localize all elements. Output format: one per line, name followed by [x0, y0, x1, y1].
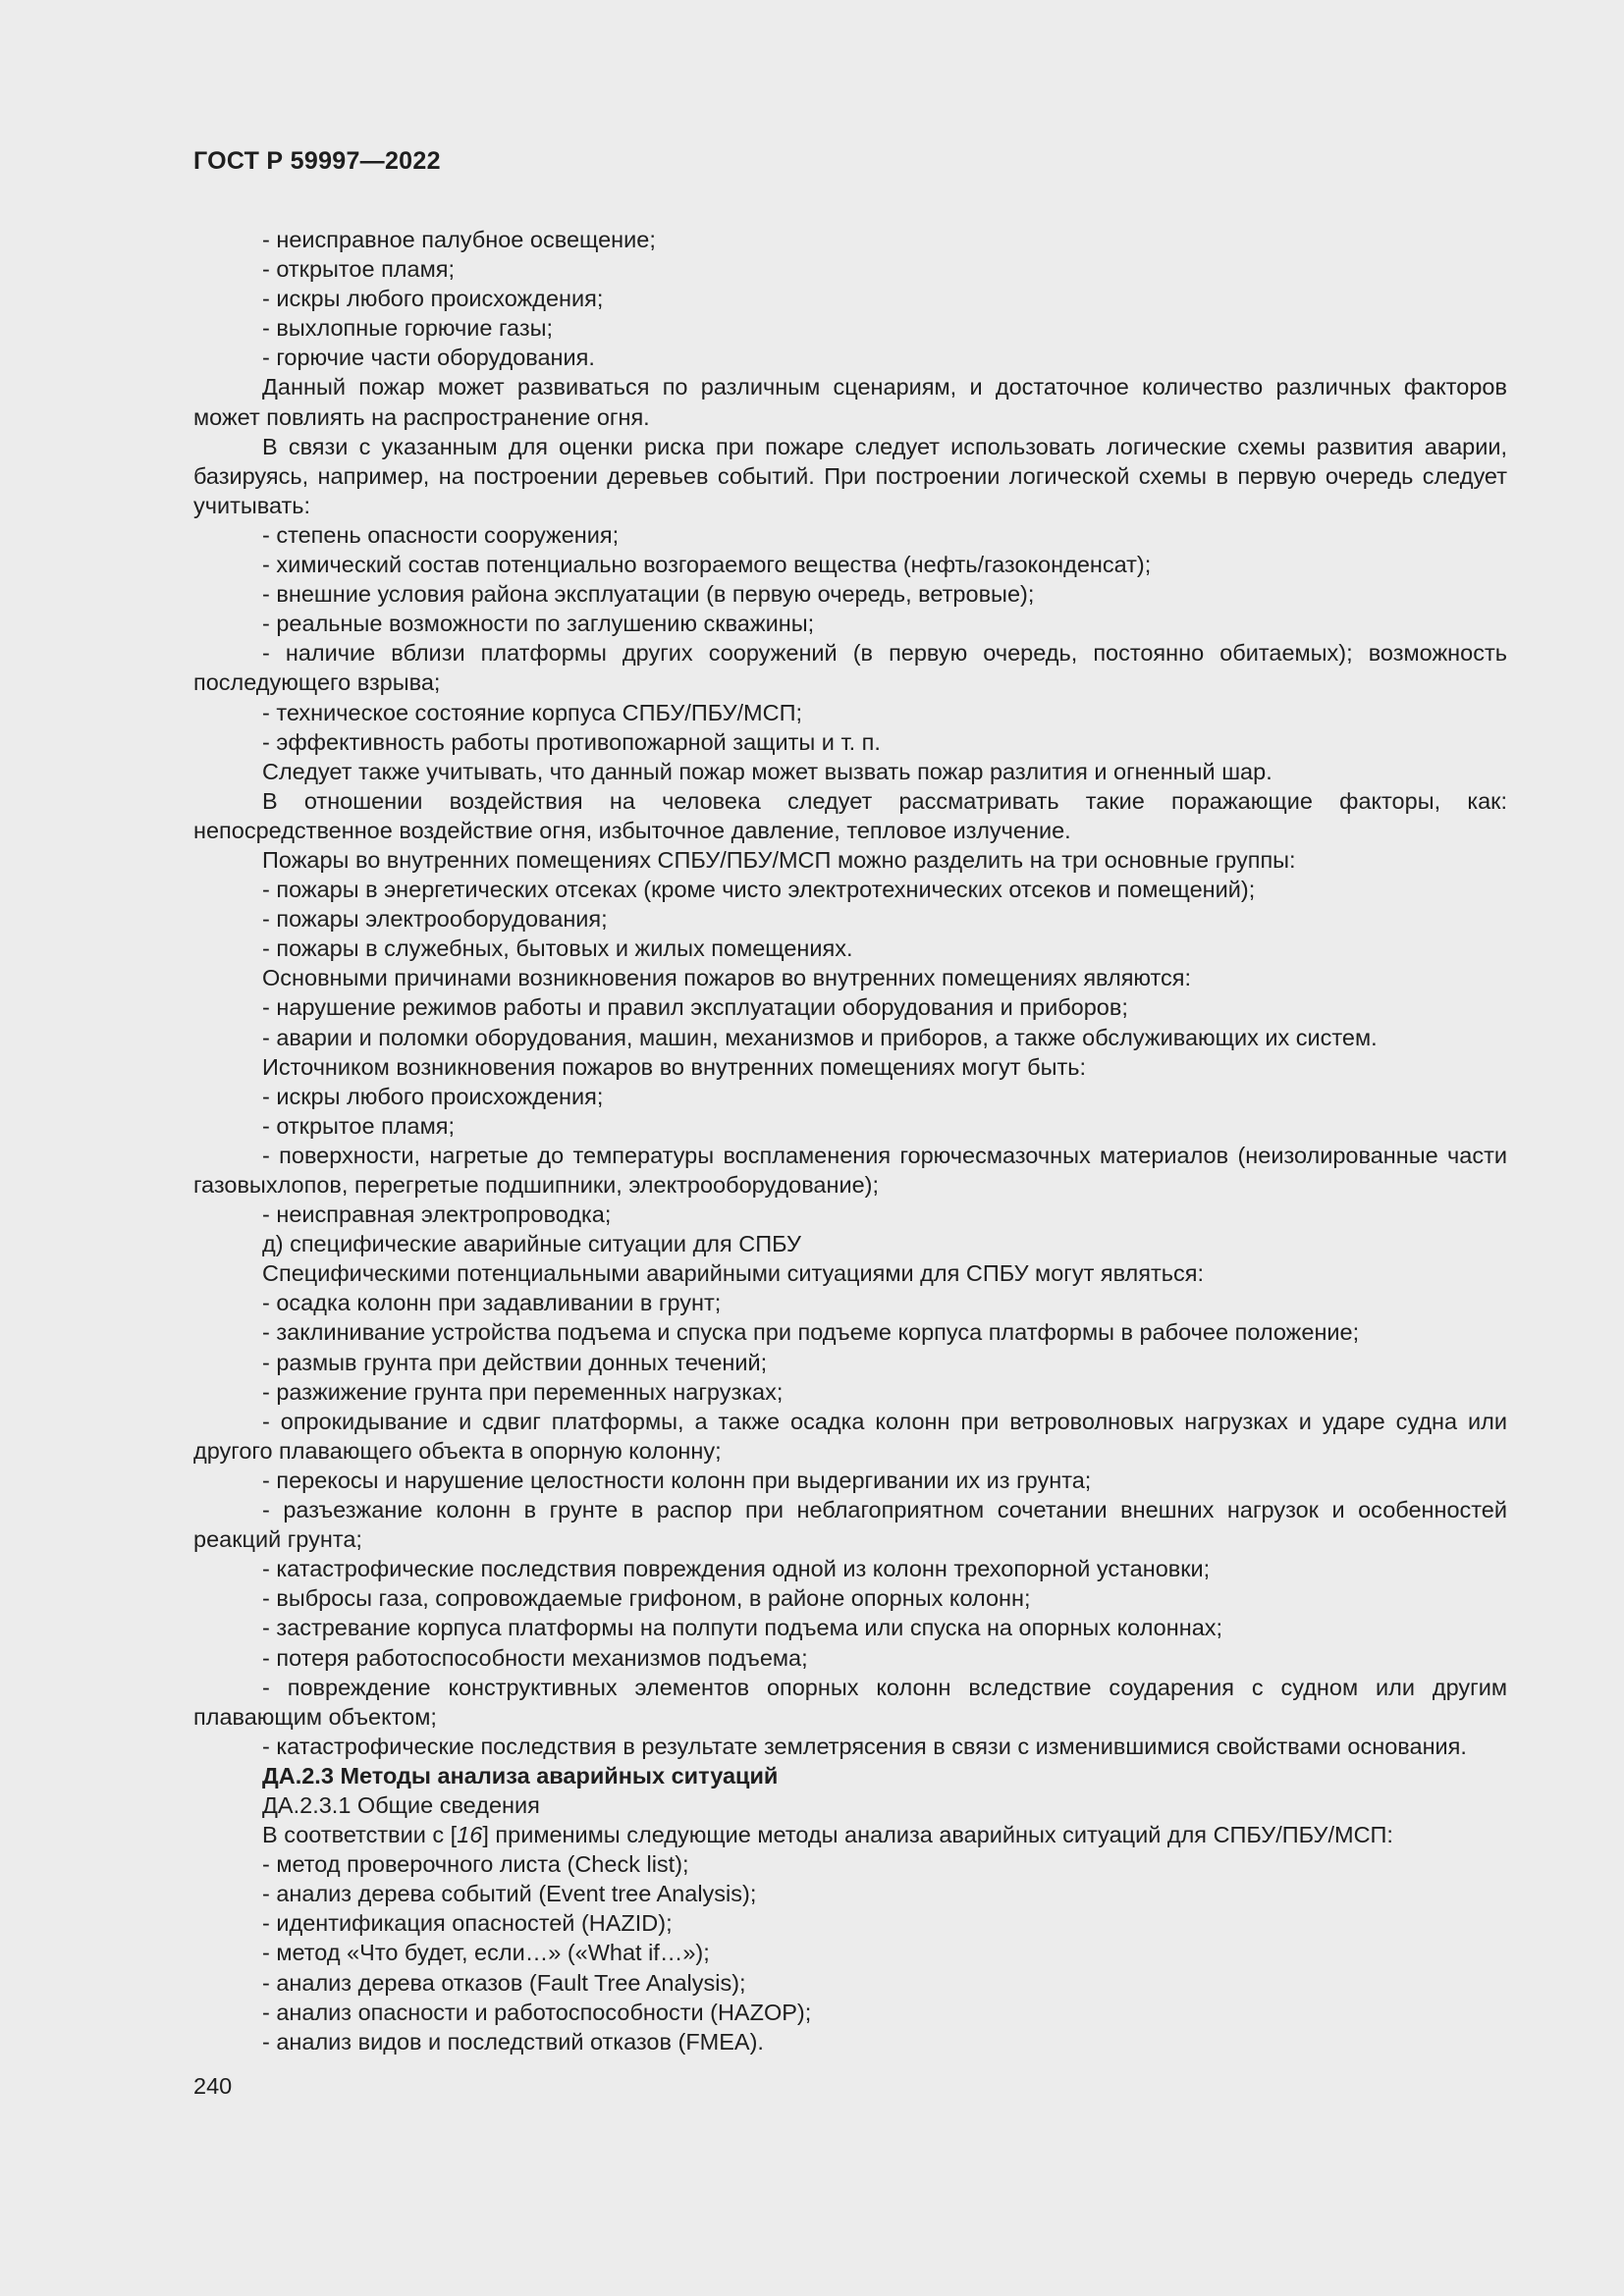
- list-item: - техническое состояние корпуса СПБУ/ПБУ/МСП;: [262, 699, 803, 725]
- paragraph: Пожары во внутренних помещениях СПБУ/ПБУ/МСП можно разделить на три основные группы:: [262, 846, 1296, 873]
- list-item: - эффективность работы противопожарной защиты и т. п.: [262, 728, 881, 755]
- reference-number: 16: [457, 1822, 483, 1848]
- list-item: - внешние условия района эксплуатации (в первую очередь, ветровые);: [262, 581, 1035, 608]
- list-item: - анализ опасности и работоспособности (HAZOP);: [262, 1999, 812, 2025]
- document-header: ГОСТ Р 59997—2022: [193, 147, 441, 175]
- list-item: - опрокидывание и сдвиг платформы, а также осадка колонн при ветроволновых нагрузках и ударе судна или другого плавающего объекта в опорную колонну;: [193, 1408, 1507, 1464]
- list-item: - метод «Что будет, если…» («What if…»);: [262, 1940, 710, 1966]
- list-item: - анализ видов и последствий отказов (FMEA).: [262, 2028, 764, 2055]
- list-item: - химический состав потенциально возгораемого вещества (нефть/газоконденсат);: [262, 552, 1152, 578]
- paragraph: Данный пожар может развиваться по различным сценариям, и достаточное количество различных факторов может повлиять на распространение огня.: [193, 374, 1507, 430]
- list-item: - открытое пламя;: [262, 256, 455, 283]
- list-item: - анализ дерева отказов (Fault Tree Analysis);: [262, 1969, 746, 1996]
- list-item: - выхлопные горючие газы;: [262, 315, 554, 342]
- list-item: - нарушение режимов работы и правил эксплуатации оборудования и приборов;: [262, 994, 1128, 1021]
- text-segment: В соответствии с [: [262, 1822, 458, 1848]
- list-item: - пожары электрооборудования;: [262, 906, 608, 933]
- document-body: [193, 225, 1507, 2056]
- list-item: - неисправное палубное освещение;: [262, 227, 656, 252]
- paragraph: В связи с указанным для оценки риска при пожаре следует использовать логические схемы развития аварии, базируясь, например, на построении деревьев событий. При построении логической схемы в первую очередь следует учитывать:: [193, 433, 1507, 518]
- paragraph: Специфическими потенциальными аварийными ситуациями для СПБУ могут являться:: [262, 1260, 1205, 1287]
- paragraph: Следует также учитывать, что данный пожар может вызвать пожар разлития и огненный шар.: [262, 758, 1272, 784]
- list-item: - заклинивание устройства подъема и спуска при подъеме корпуса платформы в рабочее положение;: [262, 1319, 1360, 1346]
- list-item: - перекосы и нарушение целостности колонн при выдергивании их из грунта;: [262, 1467, 1092, 1493]
- list-item: - степень опасности сооружения;: [262, 521, 620, 548]
- page-number: 240: [193, 2073, 233, 2099]
- list-item: - аварии и поломки оборудования, машин, механизмов и приборов, а также обслуживающих их систем.: [262, 1024, 1378, 1050]
- list-item: - искры любого происхождения;: [262, 286, 604, 312]
- list-item: - идентификация опасностей (HAZID);: [262, 1910, 673, 1937]
- list-item: - реальные возможности по заглушению скважины;: [262, 611, 815, 637]
- list-item: - потеря работоспособности механизмов подъема;: [262, 1644, 808, 1671]
- list-item: - пожары в энергетических отсеках (кроме чисто электротехнических отсеков и помещений);: [262, 877, 1256, 903]
- list-item: - наличие вблизи платформы других сооружений (в первую очередь, постоянно обитаемых); возможность последующего взрыва;: [193, 640, 1507, 696]
- list-item: - разжижение грунта при переменных нагрузках;: [262, 1378, 784, 1405]
- list-item: - искры любого происхождения;: [262, 1083, 604, 1109]
- list-item: - повреждение конструктивных элементов опорных колонн вследствие соударения с судном или другим плавающим объектом;: [193, 1674, 1507, 1730]
- list-item: - катастрофические последствия в результате землетрясения в связи с изменившимися свойствами основания.: [262, 1733, 1467, 1759]
- list-item: - катастрофические последствия повреждения одной из колонн трехопорной установки;: [262, 1556, 1211, 1582]
- list-item: - выбросы газа, сопровождаемые грифоном, в районе опорных колонн;: [262, 1585, 1031, 1612]
- list-item: д) специфические аварийные ситуации для СПБУ: [262, 1231, 801, 1257]
- list-item: - открытое пламя;: [262, 1112, 455, 1139]
- paragraph: Основными причинами возникновения пожаров во внутренних помещениях являются:: [262, 965, 1192, 991]
- section-heading: ДА.2.3 Методы анализа аварийных ситуаций: [262, 1762, 779, 1789]
- list-item: - разъезжание колонн в грунте в распор при неблагоприятном сочетании внешних нагрузок и особенностей реакций грунта;: [193, 1497, 1507, 1553]
- list-item: - застревание корпуса платформы на полпути подъема или спуска на опорных колоннах;: [262, 1615, 1223, 1641]
- list-item: - метод проверочного листа (Check list);: [262, 1851, 689, 1878]
- list-item: - анализ дерева событий (Event tree Analysis);: [262, 1881, 757, 1907]
- paragraph: В отношении воздействия на человека следует рассматривать такие поражающие факторы, как: непосредственное воздействие огня, избыточное давление, тепловое излучение.: [193, 787, 1507, 843]
- list-item: - пожары в служебных, бытовых и жилых помещениях.: [262, 935, 853, 962]
- text-segment: ] применимы следующие методы анализа аварийных ситуаций для СПБУ/ПБУ/МСП:: [482, 1822, 1393, 1848]
- paragraph: [193, 1820, 1507, 1849]
- subsection-heading: ДА.2.3.1 Общие сведения: [262, 1791, 540, 1818]
- list-item: - осадка колонн при задавливании в грунт;: [262, 1290, 722, 1316]
- list-item: - размыв грунта при действии донных течений;: [262, 1349, 768, 1375]
- list-item: - поверхности, нагретые до температуры воспламенения горючесмазочных материалов (неизолированные части газовыхлопов, перегретые подшипники, электрооборудование);: [193, 1142, 1507, 1198]
- paragraph: Источником возникновения пожаров во внутренних помещениях могут быть:: [262, 1053, 1086, 1080]
- list-item: - горючие части оборудования.: [262, 345, 595, 371]
- list-item: - неисправная электропроводка;: [262, 1201, 612, 1228]
